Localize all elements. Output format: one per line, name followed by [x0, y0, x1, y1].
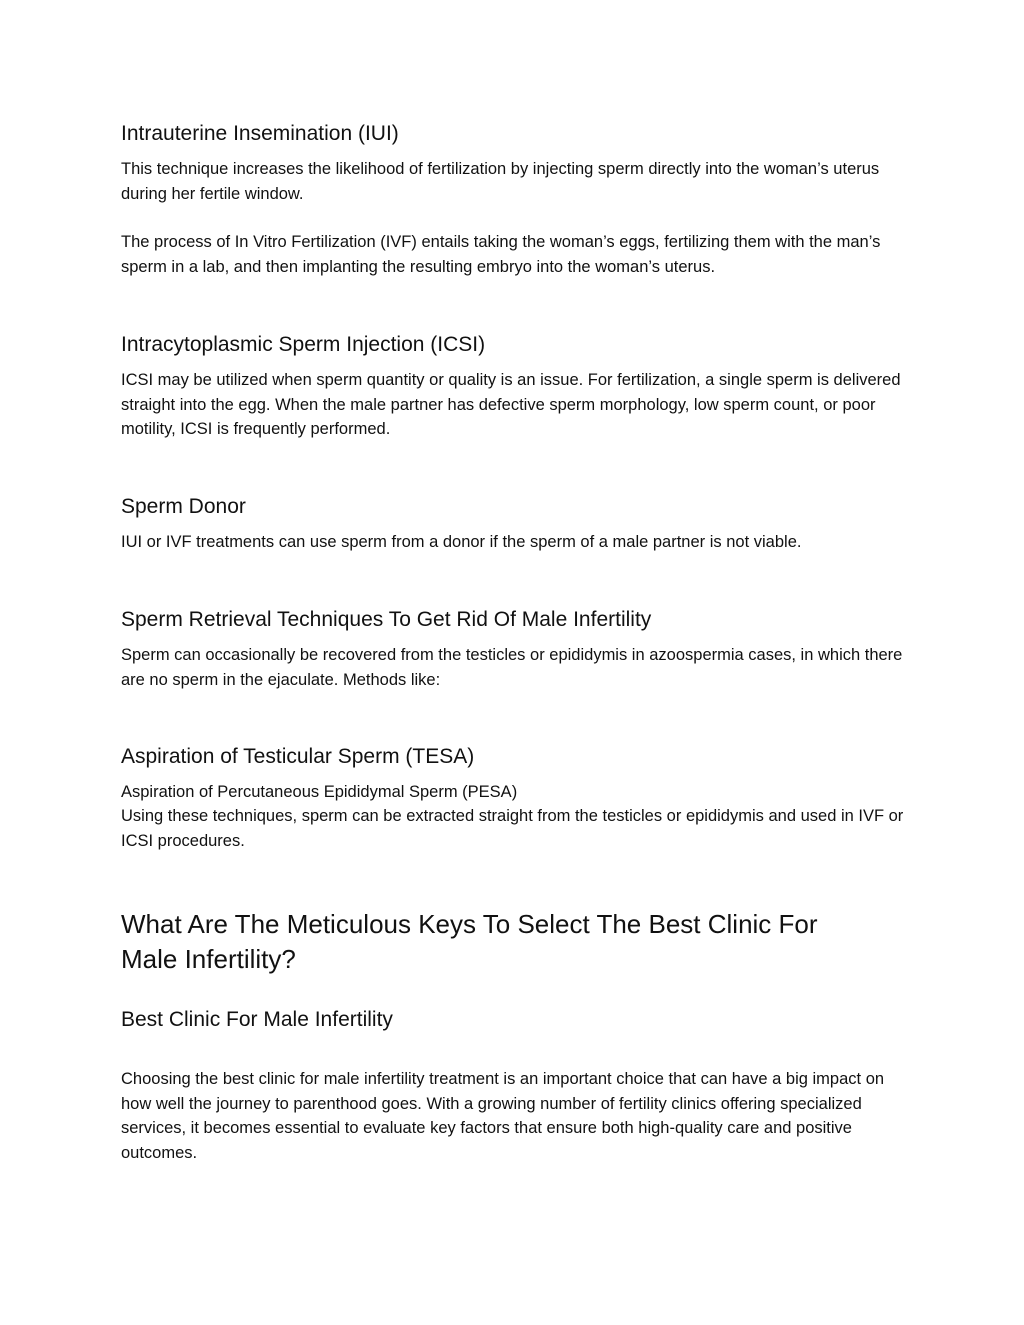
- heading-iui: Intrauterine Insemination (IUI): [121, 122, 399, 145]
- paragraph-ivf-description: The process of In Vitro Fertilization (IVF) entails taking the woman’s eggs, fertilizing them with the man’s sperm in a lab, and then implanting the resulting embryo into the woman’s uterus.: [121, 233, 881, 276]
- paragraph-best-clinic: Choosing the best clinic for male infertility treatment is an important choice that can have a big impact on how well the journey to parenthood goes. With a growing number of fertility clinics offering specialized services, it becomes essential to evaluate key factors that ensure both high-quality care and positive outcomes.: [121, 1070, 885, 1162]
- paragraph-retrieval-usage: Using these techniques, sperm can be extracted straight from the testicles or epididymis and used in IVF or ICSI procedures.: [121, 807, 904, 850]
- heading-tesa: Aspiration of Testicular Sperm (TESA): [121, 745, 475, 768]
- paragraph-iui-description: This technique increases the likelihood of fertilization by injecting sperm directly into the woman’s uterus during her fertile window.: [121, 160, 880, 203]
- paragraph-sperm-donor: IUI or IVF treatments can use sperm from a donor if the sperm of a male partner is not viable.: [121, 533, 802, 551]
- heading-icsi: Intracytoplasmic Sperm Injection (ICSI): [121, 333, 486, 356]
- paragraph-pesa: Aspiration of Percutaneous Epididymal Sperm (PESA): [121, 783, 518, 801]
- paragraph-icsi-description: ICSI may be utilized when sperm quantity or quality is an issue. For fertilization, a single sperm is delivered straight into the egg. When the male partner has defective sperm morphology, low sperm count, or poor motility, ICSI is frequently performed.: [121, 371, 901, 438]
- heading-sperm-donor: Sperm Donor: [121, 495, 246, 518]
- paragraph-sperm-retrieval: Sperm can occasionally be recovered from the testicles or epididymis in azoospermia cases, in which there are no sperm in the ejaculate. Methods like:: [121, 646, 903, 689]
- heading-best-clinic: Best Clinic For Male Infertility: [121, 1008, 393, 1031]
- heading-meticulous-keys: What Are The Meticulous Keys To Select The Best Clinic For Male Infertility?: [121, 909, 818, 974]
- heading-sperm-retrieval: Sperm Retrieval Techniques To Get Rid Of Male Infertility: [121, 608, 652, 631]
